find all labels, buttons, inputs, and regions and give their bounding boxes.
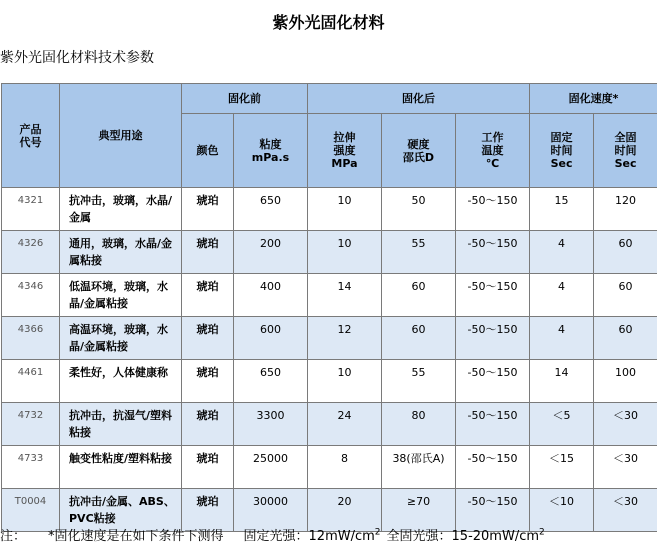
cell-use: 抗冲击，玻璃，水晶/金属: [60, 188, 182, 231]
cell-fixtime: 15: [530, 188, 594, 231]
header-viscosity: 粘度 mPa.s: [234, 114, 308, 188]
cell-hardness: 55: [382, 360, 456, 403]
cell-fixtime: 14: [530, 360, 594, 403]
spec-table: [1, 83, 657, 532]
cell-tensile: 8: [308, 446, 382, 489]
cell-color: 琥珀: [182, 274, 234, 317]
header-hardness: 硬度 邵氏D: [382, 114, 456, 188]
cell-viscosity: 600: [234, 317, 308, 360]
cell-temp: -50～150: [456, 489, 530, 532]
cell-tensile: 24: [308, 403, 382, 446]
cell-temp: -50～150: [456, 446, 530, 489]
cell-code: T0004: [2, 489, 60, 532]
header-color: 颜色: [182, 114, 234, 188]
table-row: [2, 446, 657, 489]
header-group-speed: 固化速度*: [530, 84, 657, 114]
cell-fulltime: ＜30: [594, 446, 657, 489]
cell-tensile: 10: [308, 188, 382, 231]
cell-hardness: 60: [382, 274, 456, 317]
header-code: 产品 代号: [2, 84, 60, 188]
page-title: 紫外光固化材料: [272, 13, 385, 32]
cell-fulltime: 60: [594, 231, 657, 274]
cell-temp: -50～150: [456, 403, 530, 446]
cell-fulltime: 60: [594, 317, 657, 360]
cell-hardness: 38(邵氏A): [382, 446, 456, 489]
cell-color: 琥珀: [182, 231, 234, 274]
cell-viscosity: 650: [234, 360, 308, 403]
cell-fixtime: ＜5: [530, 403, 594, 446]
cell-code: 4732: [2, 403, 60, 446]
cell-hardness: 50: [382, 188, 456, 231]
cell-viscosity: 30000: [234, 489, 308, 532]
cell-tensile: 12: [308, 317, 382, 360]
table-row: [2, 317, 657, 360]
table-row: [2, 403, 657, 446]
cell-use: 抗冲击/金属、ABS、PVC粘接: [60, 489, 182, 532]
note-fixed-intensity: 固定光强：12mW/cm: [243, 529, 375, 544]
cell-code: 4366: [2, 317, 60, 360]
cell-code: 4321: [2, 188, 60, 231]
table-row: [2, 360, 657, 403]
header-temp: 工作 温度 ℃: [456, 114, 530, 188]
cell-tensile: 14: [308, 274, 382, 317]
cell-temp: -50～150: [456, 360, 530, 403]
cell-color: 琥珀: [182, 403, 234, 446]
note-full-intensity: 全固光强：15-20mW/cm: [386, 529, 540, 544]
cell-fulltime: 60: [594, 274, 657, 317]
subtitle: 紫外光固化材料技术参数: [0, 50, 154, 66]
cell-fulltime: ＜30: [594, 489, 657, 532]
cell-code: 4461: [2, 360, 60, 403]
note-full-exponent: 2: [539, 527, 545, 538]
table-row: [2, 231, 657, 274]
cell-fixtime: ＜15: [530, 446, 594, 489]
cell-fixtime: 4: [530, 274, 594, 317]
cell-use: 触变性粘度/塑料粘接: [60, 446, 182, 489]
cell-color: 琥珀: [182, 489, 234, 532]
header-tensile: 拉伸 强度 MPa: [308, 114, 382, 188]
cell-temp: -50～150: [456, 231, 530, 274]
cell-fulltime: 100: [594, 360, 657, 403]
note-text: *固化速度是在如下条件下测得: [48, 529, 224, 544]
cell-tensile: 10: [308, 360, 382, 403]
header-group-after: 固化后: [308, 84, 530, 114]
footnote: [0, 525, 545, 544]
header-fixtime: 固定 时间 Sec: [530, 114, 594, 188]
cell-hardness: 55: [382, 231, 456, 274]
cell-temp: -50～150: [456, 274, 530, 317]
cell-fixtime: ＜10: [530, 489, 594, 532]
cell-fulltime: 120: [594, 188, 657, 231]
header-group-before: 固化前: [182, 84, 308, 114]
cell-temp: -50～150: [456, 317, 530, 360]
cell-use: 通用，玻璃，水晶/金属粘接: [60, 231, 182, 274]
cell-hardness: ≥70: [382, 489, 456, 532]
cell-code: 4326: [2, 231, 60, 274]
cell-viscosity: 200: [234, 231, 308, 274]
header-use: 典型用途: [60, 84, 182, 188]
note-fixed-exponent: 2: [374, 527, 381, 538]
cell-fixtime: 4: [530, 317, 594, 360]
cell-hardness: 80: [382, 403, 456, 446]
cell-viscosity: 650: [234, 188, 308, 231]
cell-color: 琥珀: [182, 317, 234, 360]
table-row: [2, 274, 657, 317]
cell-color: 琥珀: [182, 188, 234, 231]
cell-temp: -50～150: [456, 188, 530, 231]
cell-fulltime: ＜30: [594, 403, 657, 446]
cell-color: 琥珀: [182, 360, 234, 403]
cell-use: 抗冲击，抗湿气/塑料粘接: [60, 403, 182, 446]
header-fulltime: 全固 时间 Sec: [594, 114, 657, 188]
cell-viscosity: 400: [234, 274, 308, 317]
cell-tensile: 20: [308, 489, 382, 532]
cell-tensile: 10: [308, 231, 382, 274]
note-label: 注：: [0, 529, 27, 544]
cell-viscosity: 25000: [234, 446, 308, 489]
cell-use: 柔性好，人体健康称: [60, 360, 182, 403]
cell-code: 4346: [2, 274, 60, 317]
cell-code: 4733: [2, 446, 60, 489]
table-row: [2, 188, 657, 231]
cell-hardness: 60: [382, 317, 456, 360]
cell-color: 琥珀: [182, 446, 234, 489]
cell-fixtime: 4: [530, 231, 594, 274]
cell-use: 低温环境，玻璃，水晶/金属粘接: [60, 274, 182, 317]
cell-viscosity: 3300: [234, 403, 308, 446]
cell-use: 高温环境，玻璃，水晶/金属粘接: [60, 317, 182, 360]
